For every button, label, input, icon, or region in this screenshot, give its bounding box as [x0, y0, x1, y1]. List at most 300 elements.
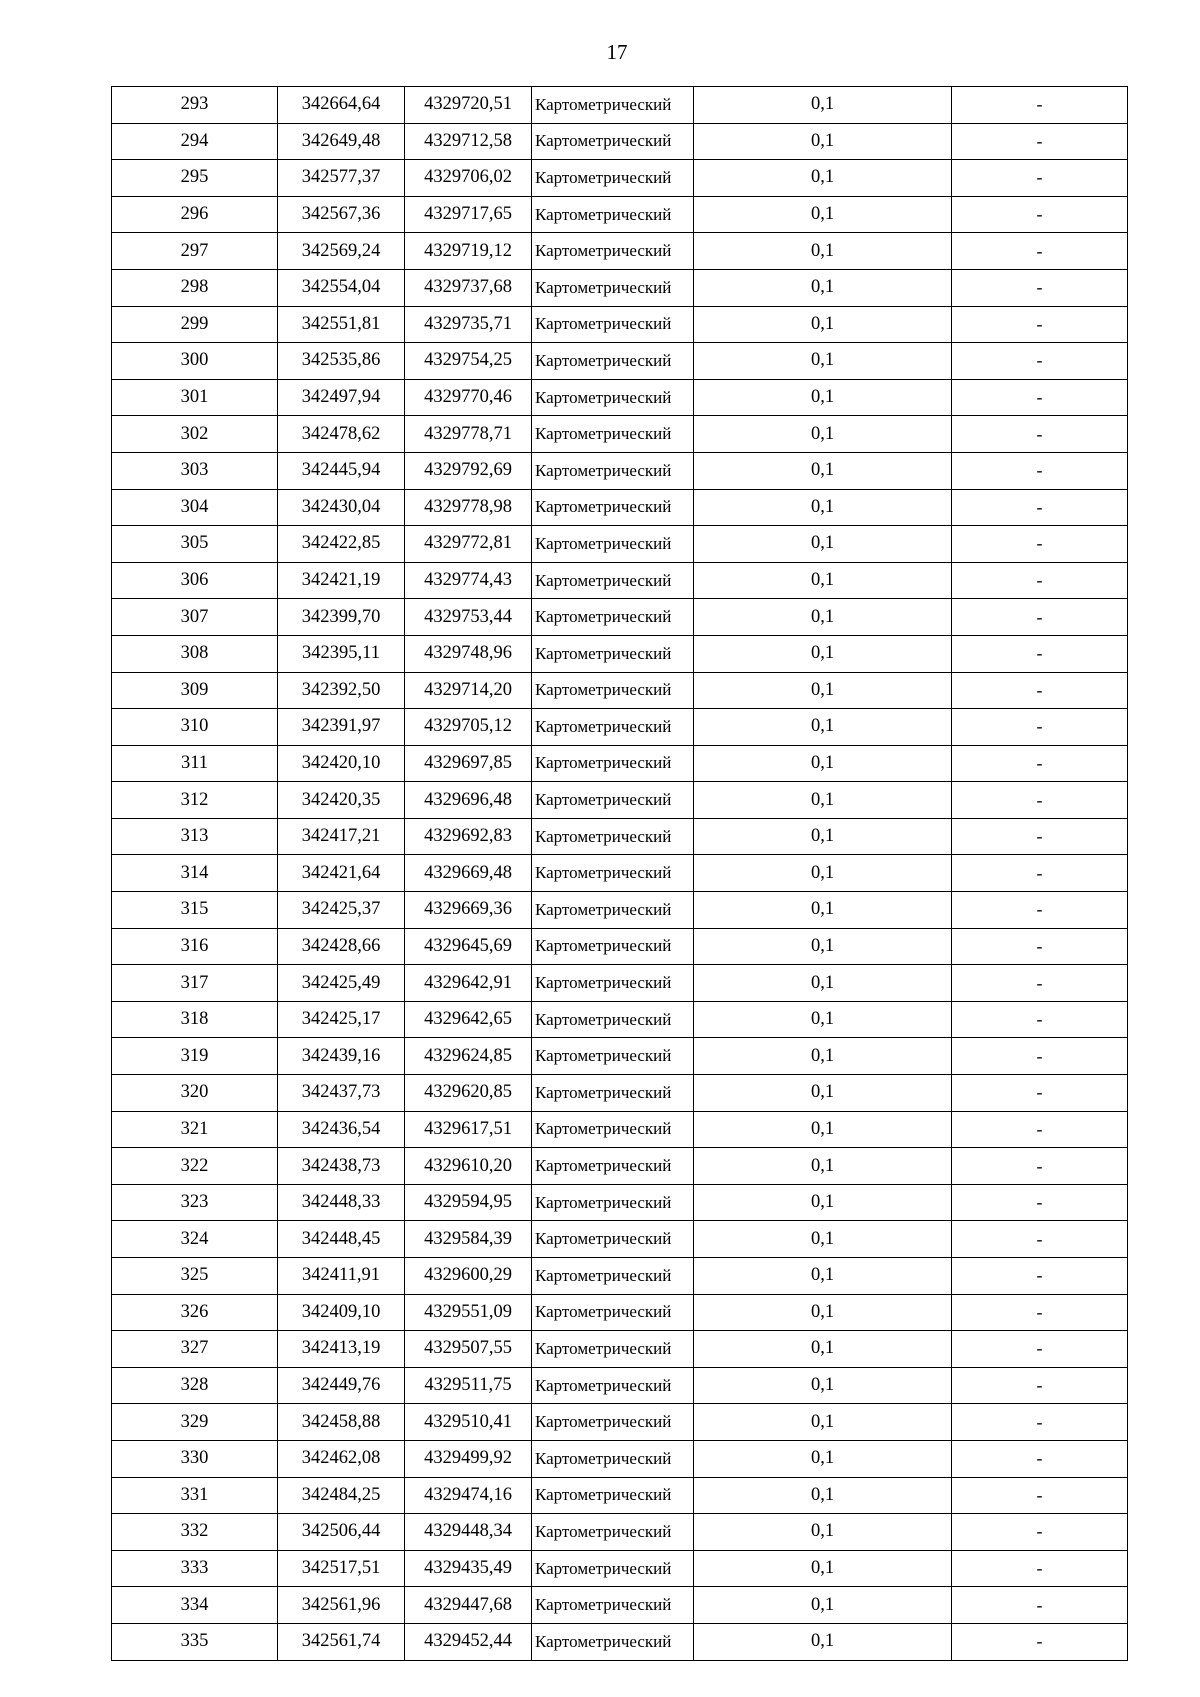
precision-cell: 0,1: [694, 965, 952, 1002]
point-number-cell: 317: [112, 965, 278, 1002]
x-coordinate-cell: 342422,85: [278, 526, 405, 563]
description-cell: -: [952, 1221, 1128, 1258]
y-coordinate-cell: 4329510,41: [405, 1404, 532, 1441]
x-coordinate-cell: 342417,21: [278, 818, 405, 855]
description-cell: -: [952, 416, 1128, 453]
method-cell: Картометрический: [532, 489, 694, 526]
precision-cell: 0,1: [694, 306, 952, 343]
precision-cell: 0,1: [694, 1550, 952, 1587]
x-coordinate-cell: 342421,19: [278, 562, 405, 599]
precision-cell: 0,1: [694, 526, 952, 563]
method-cell: Картометрический: [532, 709, 694, 746]
y-coordinate-cell: 4329770,46: [405, 379, 532, 416]
table-row: [112, 1294, 1128, 1331]
table-row: [112, 562, 1128, 599]
precision-cell: 0,1: [694, 123, 952, 160]
description-cell: -: [952, 343, 1128, 380]
point-number-cell: 304: [112, 489, 278, 526]
method-cell: Картометрический: [532, 123, 694, 160]
table-row: [112, 489, 1128, 526]
method-cell: Картометрический: [532, 1440, 694, 1477]
precision-cell: 0,1: [694, 1587, 952, 1624]
table-row: [112, 1221, 1128, 1258]
table-row: [112, 379, 1128, 416]
method-cell: Картометрический: [532, 1258, 694, 1295]
description-cell: -: [952, 1038, 1128, 1075]
point-number-cell: 325: [112, 1258, 278, 1295]
description-cell: -: [952, 1294, 1128, 1331]
method-cell: Картометрический: [532, 745, 694, 782]
table-row: [112, 1331, 1128, 1368]
precision-cell: 0,1: [694, 269, 952, 306]
precision-cell: 0,1: [694, 599, 952, 636]
point-number-cell: 298: [112, 269, 278, 306]
x-coordinate-cell: 342428,66: [278, 928, 405, 965]
table-row: [112, 1075, 1128, 1112]
y-coordinate-cell: 4329474,16: [405, 1477, 532, 1514]
method-cell: Картометрический: [532, 1075, 694, 1112]
table-row: [112, 745, 1128, 782]
point-number-cell: 295: [112, 160, 278, 197]
point-number-cell: 331: [112, 1477, 278, 1514]
precision-cell: 0,1: [694, 160, 952, 197]
x-coordinate-cell: 342561,74: [278, 1623, 405, 1660]
x-coordinate-cell: 342448,33: [278, 1184, 405, 1221]
method-cell: Картометрический: [532, 1367, 694, 1404]
x-coordinate-cell: 342569,24: [278, 233, 405, 270]
description-cell: -: [952, 379, 1128, 416]
point-number-cell: 335: [112, 1623, 278, 1660]
method-cell: Картометрический: [532, 1587, 694, 1624]
point-number-cell: 330: [112, 1440, 278, 1477]
y-coordinate-cell: 4329669,36: [405, 892, 532, 929]
y-coordinate-cell: 4329448,34: [405, 1514, 532, 1551]
precision-cell: 0,1: [694, 1367, 952, 1404]
x-coordinate-cell: 342497,94: [278, 379, 405, 416]
y-coordinate-cell: 4329774,43: [405, 562, 532, 599]
point-number-cell: 326: [112, 1294, 278, 1331]
precision-cell: 0,1: [694, 1184, 952, 1221]
x-coordinate-cell: 342535,86: [278, 343, 405, 380]
x-coordinate-cell: 342567,36: [278, 196, 405, 233]
y-coordinate-cell: 4329792,69: [405, 452, 532, 489]
precision-cell: 0,1: [694, 87, 952, 124]
precision-cell: 0,1: [694, 379, 952, 416]
precision-cell: 0,1: [694, 1514, 952, 1551]
point-number-cell: 316: [112, 928, 278, 965]
method-cell: Картометрический: [532, 1038, 694, 1075]
description-cell: -: [952, 526, 1128, 563]
y-coordinate-cell: 4329645,69: [405, 928, 532, 965]
table-row: [112, 452, 1128, 489]
description-cell: -: [952, 892, 1128, 929]
point-number-cell: 332: [112, 1514, 278, 1551]
precision-cell: 0,1: [694, 672, 952, 709]
y-coordinate-cell: 4329617,51: [405, 1111, 532, 1148]
precision-cell: 0,1: [694, 709, 952, 746]
method-cell: Картометрический: [532, 416, 694, 453]
x-coordinate-cell: 342506,44: [278, 1514, 405, 1551]
y-coordinate-cell: 4329600,29: [405, 1258, 532, 1295]
y-coordinate-cell: 4329735,71: [405, 306, 532, 343]
table-row: [112, 1184, 1128, 1221]
point-number-cell: 313: [112, 818, 278, 855]
table-row: [112, 343, 1128, 380]
x-coordinate-cell: 342649,48: [278, 123, 405, 160]
precision-cell: 0,1: [694, 782, 952, 819]
description-cell: -: [952, 965, 1128, 1002]
point-number-cell: 323: [112, 1184, 278, 1221]
precision-cell: 0,1: [694, 452, 952, 489]
description-cell: -: [952, 452, 1128, 489]
table-row: [112, 233, 1128, 270]
method-cell: Картометрический: [532, 1184, 694, 1221]
y-coordinate-cell: 4329714,20: [405, 672, 532, 709]
point-number-cell: 322: [112, 1148, 278, 1185]
x-coordinate-cell: 342411,91: [278, 1258, 405, 1295]
x-coordinate-cell: 342420,10: [278, 745, 405, 782]
x-coordinate-cell: 342430,04: [278, 489, 405, 526]
x-coordinate-cell: 342561,96: [278, 1587, 405, 1624]
point-number-cell: 327: [112, 1331, 278, 1368]
precision-cell: 0,1: [694, 1623, 952, 1660]
y-coordinate-cell: 4329719,12: [405, 233, 532, 270]
method-cell: Картометрический: [532, 233, 694, 270]
method-cell: Картометрический: [532, 782, 694, 819]
precision-cell: 0,1: [694, 196, 952, 233]
table-row: [112, 1258, 1128, 1295]
description-cell: -: [952, 562, 1128, 599]
precision-cell: 0,1: [694, 928, 952, 965]
description-cell: -: [952, 1001, 1128, 1038]
method-cell: Картометрический: [532, 562, 694, 599]
point-number-cell: 328: [112, 1367, 278, 1404]
x-coordinate-cell: 342449,76: [278, 1367, 405, 1404]
table-row: [112, 1404, 1128, 1441]
table-row: [112, 160, 1128, 197]
precision-cell: 0,1: [694, 745, 952, 782]
y-coordinate-cell: 4329642,91: [405, 965, 532, 1002]
method-cell: Картометрический: [532, 1331, 694, 1368]
x-coordinate-cell: 342551,81: [278, 306, 405, 343]
table-row: [112, 818, 1128, 855]
precision-cell: 0,1: [694, 1111, 952, 1148]
x-coordinate-cell: 342517,51: [278, 1550, 405, 1587]
description-cell: -: [952, 782, 1128, 819]
description-cell: -: [952, 1075, 1128, 1112]
table-row: [112, 269, 1128, 306]
y-coordinate-cell: 4329610,20: [405, 1148, 532, 1185]
y-coordinate-cell: 4329584,39: [405, 1221, 532, 1258]
y-coordinate-cell: 4329692,83: [405, 818, 532, 855]
description-cell: -: [952, 306, 1128, 343]
description-cell: -: [952, 87, 1128, 124]
x-coordinate-cell: 342664,64: [278, 87, 405, 124]
point-number-cell: 307: [112, 599, 278, 636]
table-row: [112, 306, 1128, 343]
point-number-cell: 333: [112, 1550, 278, 1587]
x-coordinate-cell: 342409,10: [278, 1294, 405, 1331]
precision-cell: 0,1: [694, 1477, 952, 1514]
precision-cell: 0,1: [694, 818, 952, 855]
x-coordinate-cell: 342437,73: [278, 1075, 405, 1112]
table-row: [112, 1367, 1128, 1404]
description-cell: -: [952, 928, 1128, 965]
x-coordinate-cell: 342484,25: [278, 1477, 405, 1514]
y-coordinate-cell: 4329737,68: [405, 269, 532, 306]
method-cell: Картометрический: [532, 269, 694, 306]
precision-cell: 0,1: [694, 233, 952, 270]
point-number-cell: 320: [112, 1075, 278, 1112]
table-row: [112, 416, 1128, 453]
y-coordinate-cell: 4329712,58: [405, 123, 532, 160]
method-cell: Картометрический: [532, 87, 694, 124]
description-cell: -: [952, 1331, 1128, 1368]
precision-cell: 0,1: [694, 1038, 952, 1075]
y-coordinate-cell: 4329452,44: [405, 1623, 532, 1660]
table-row: [112, 526, 1128, 563]
description-cell: -: [952, 745, 1128, 782]
point-number-cell: 334: [112, 1587, 278, 1624]
table-row: [112, 709, 1128, 746]
description-cell: -: [952, 1258, 1128, 1295]
x-coordinate-cell: 342420,35: [278, 782, 405, 819]
point-number-cell: 309: [112, 672, 278, 709]
method-cell: Картометрический: [532, 452, 694, 489]
coordinates-table: [111, 86, 1128, 1661]
method-cell: Картометрический: [532, 379, 694, 416]
page-number: 17: [606, 40, 628, 64]
table-row: [112, 635, 1128, 672]
precision-cell: 0,1: [694, 416, 952, 453]
method-cell: Картометрический: [532, 1550, 694, 1587]
description-cell: -: [952, 196, 1128, 233]
description-cell: -: [952, 1477, 1128, 1514]
table-row: [112, 1148, 1128, 1185]
method-cell: Картометрический: [532, 672, 694, 709]
method-cell: Картометрический: [532, 526, 694, 563]
x-coordinate-cell: 342391,97: [278, 709, 405, 746]
x-coordinate-cell: 342399,70: [278, 599, 405, 636]
y-coordinate-cell: 4329511,75: [405, 1367, 532, 1404]
precision-cell: 0,1: [694, 562, 952, 599]
description-cell: -: [952, 1404, 1128, 1441]
point-number-cell: 319: [112, 1038, 278, 1075]
table-row: [112, 672, 1128, 709]
method-cell: Картометрический: [532, 855, 694, 892]
precision-cell: 0,1: [694, 1294, 952, 1331]
point-number-cell: 294: [112, 123, 278, 160]
precision-cell: 0,1: [694, 892, 952, 929]
y-coordinate-cell: 4329753,44: [405, 599, 532, 636]
description-cell: -: [952, 489, 1128, 526]
y-coordinate-cell: 4329717,65: [405, 196, 532, 233]
precision-cell: 0,1: [694, 1258, 952, 1295]
table-row: [112, 892, 1128, 929]
description-cell: -: [952, 1111, 1128, 1148]
x-coordinate-cell: 342478,62: [278, 416, 405, 453]
y-coordinate-cell: 4329706,02: [405, 160, 532, 197]
y-coordinate-cell: 4329435,49: [405, 1550, 532, 1587]
table-row: [112, 1550, 1128, 1587]
y-coordinate-cell: 4329594,95: [405, 1184, 532, 1221]
method-cell: Картометрический: [532, 1514, 694, 1551]
y-coordinate-cell: 4329772,81: [405, 526, 532, 563]
table-row: [112, 599, 1128, 636]
x-coordinate-cell: 342438,73: [278, 1148, 405, 1185]
method-cell: Картометрический: [532, 1221, 694, 1258]
point-number-cell: 321: [112, 1111, 278, 1148]
precision-cell: 0,1: [694, 855, 952, 892]
coordinates-table-body: [112, 87, 1128, 1661]
precision-cell: 0,1: [694, 1075, 952, 1112]
x-coordinate-cell: 342425,17: [278, 1001, 405, 1038]
y-coordinate-cell: 4329507,55: [405, 1331, 532, 1368]
method-cell: Картометрический: [532, 928, 694, 965]
point-number-cell: 296: [112, 196, 278, 233]
description-cell: -: [952, 233, 1128, 270]
y-coordinate-cell: 4329720,51: [405, 87, 532, 124]
point-number-cell: 306: [112, 562, 278, 599]
table-row: [112, 87, 1128, 124]
method-cell: Картометрический: [532, 1148, 694, 1185]
y-coordinate-cell: 4329447,68: [405, 1587, 532, 1624]
precision-cell: 0,1: [694, 1331, 952, 1368]
x-coordinate-cell: 342425,37: [278, 892, 405, 929]
table-row: [112, 1001, 1128, 1038]
y-coordinate-cell: 4329669,48: [405, 855, 532, 892]
table-row: [112, 123, 1128, 160]
description-cell: -: [952, 160, 1128, 197]
x-coordinate-cell: 342425,49: [278, 965, 405, 1002]
table-row: [112, 1038, 1128, 1075]
method-cell: Картометрический: [532, 1623, 694, 1660]
point-number-cell: 311: [112, 745, 278, 782]
precision-cell: 0,1: [694, 1148, 952, 1185]
method-cell: Картометрический: [532, 892, 694, 929]
method-cell: Картометрический: [532, 160, 694, 197]
table-row: [112, 855, 1128, 892]
x-coordinate-cell: 342395,11: [278, 635, 405, 672]
point-number-cell: 301: [112, 379, 278, 416]
x-coordinate-cell: 342436,54: [278, 1111, 405, 1148]
x-coordinate-cell: 342448,45: [278, 1221, 405, 1258]
x-coordinate-cell: 342421,64: [278, 855, 405, 892]
method-cell: Картометрический: [532, 343, 694, 380]
table-row: [112, 1477, 1128, 1514]
point-number-cell: 303: [112, 452, 278, 489]
method-cell: Картометрический: [532, 306, 694, 343]
point-number-cell: 308: [112, 635, 278, 672]
table-row: [112, 1514, 1128, 1551]
precision-cell: 0,1: [694, 1001, 952, 1038]
y-coordinate-cell: 4329642,65: [405, 1001, 532, 1038]
method-cell: Картометрический: [532, 1111, 694, 1148]
description-cell: -: [952, 855, 1128, 892]
point-number-cell: 305: [112, 526, 278, 563]
y-coordinate-cell: 4329697,85: [405, 745, 532, 782]
precision-cell: 0,1: [694, 343, 952, 380]
point-number-cell: 302: [112, 416, 278, 453]
precision-cell: 0,1: [694, 1221, 952, 1258]
point-number-cell: 315: [112, 892, 278, 929]
point-number-cell: 324: [112, 1221, 278, 1258]
method-cell: Картометрический: [532, 1404, 694, 1441]
table-row: [112, 1440, 1128, 1477]
point-number-cell: 314: [112, 855, 278, 892]
description-cell: -: [952, 818, 1128, 855]
description-cell: -: [952, 1148, 1128, 1185]
description-cell: -: [952, 1440, 1128, 1477]
point-number-cell: 293: [112, 87, 278, 124]
method-cell: Картометрический: [532, 1477, 694, 1514]
point-number-cell: 297: [112, 233, 278, 270]
description-cell: -: [952, 635, 1128, 672]
description-cell: -: [952, 1623, 1128, 1660]
table-row: [112, 782, 1128, 819]
x-coordinate-cell: 342439,16: [278, 1038, 405, 1075]
method-cell: Картометрический: [532, 965, 694, 1002]
method-cell: Картометрический: [532, 196, 694, 233]
description-cell: -: [952, 1367, 1128, 1404]
table-row: [112, 928, 1128, 965]
y-coordinate-cell: 4329778,98: [405, 489, 532, 526]
description-cell: -: [952, 1184, 1128, 1221]
x-coordinate-cell: 342554,04: [278, 269, 405, 306]
y-coordinate-cell: 4329748,96: [405, 635, 532, 672]
method-cell: Картометрический: [532, 1001, 694, 1038]
method-cell: Картометрический: [532, 635, 694, 672]
y-coordinate-cell: 4329778,71: [405, 416, 532, 453]
y-coordinate-cell: 4329499,92: [405, 1440, 532, 1477]
x-coordinate-cell: 342392,50: [278, 672, 405, 709]
point-number-cell: 299: [112, 306, 278, 343]
x-coordinate-cell: 342413,19: [278, 1331, 405, 1368]
x-coordinate-cell: 342458,88: [278, 1404, 405, 1441]
precision-cell: 0,1: [694, 1440, 952, 1477]
y-coordinate-cell: 4329705,12: [405, 709, 532, 746]
method-cell: Картометрический: [532, 1294, 694, 1331]
description-cell: -: [952, 123, 1128, 160]
point-number-cell: 329: [112, 1404, 278, 1441]
y-coordinate-cell: 4329624,85: [405, 1038, 532, 1075]
y-coordinate-cell: 4329551,09: [405, 1294, 532, 1331]
y-coordinate-cell: 4329696,48: [405, 782, 532, 819]
description-cell: -: [952, 1587, 1128, 1624]
table-row: [112, 1623, 1128, 1660]
description-cell: -: [952, 709, 1128, 746]
y-coordinate-cell: 4329754,25: [405, 343, 532, 380]
x-coordinate-cell: 342577,37: [278, 160, 405, 197]
description-cell: -: [952, 672, 1128, 709]
table-row: [112, 1111, 1128, 1148]
point-number-cell: 318: [112, 1001, 278, 1038]
x-coordinate-cell: 342445,94: [278, 452, 405, 489]
point-number-cell: 312: [112, 782, 278, 819]
point-number-cell: 310: [112, 709, 278, 746]
x-coordinate-cell: 342462,08: [278, 1440, 405, 1477]
table-row: [112, 196, 1128, 233]
y-coordinate-cell: 4329620,85: [405, 1075, 532, 1112]
point-number-cell: 300: [112, 343, 278, 380]
method-cell: Картометрический: [532, 599, 694, 636]
description-cell: -: [952, 599, 1128, 636]
description-cell: -: [952, 1514, 1128, 1551]
method-cell: Картометрический: [532, 818, 694, 855]
table-row: [112, 1587, 1128, 1624]
description-cell: -: [952, 1550, 1128, 1587]
precision-cell: 0,1: [694, 635, 952, 672]
